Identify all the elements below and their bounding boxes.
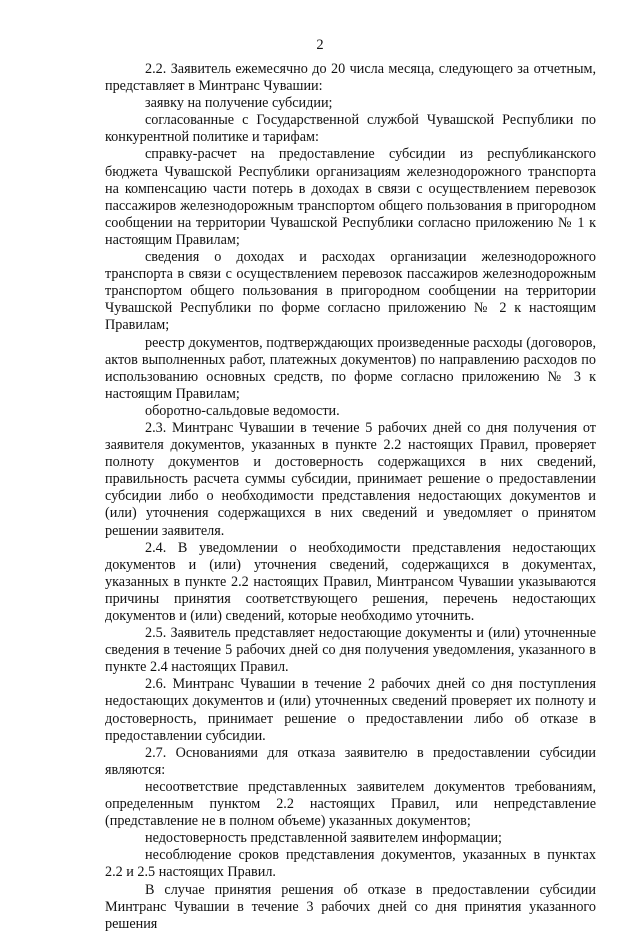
refusal-reason-noncompliance: несоответствие представленных заявителем документов требованиям, определенным пунктом 2.2 настоящих Правил, или непредставление (представление не в полном объеме) указанных документов; <box>105 778 596 830</box>
document-body <box>105 61 596 933</box>
refusal-reason-deadlines: несоблюдение сроков представления документов, указанных в пунктах 2.2 и 2.5 настоящих Правил. <box>105 847 596 881</box>
paragraph-2-7: 2.7. Основаниями для отказа заявителю в предоставлении субсидии являются: <box>105 744 596 778</box>
paragraph-2-6: 2.6. Минтранс Чувашии в течение 2 рабочих дней со дня поступления недостающих документов и (или) уточненных сведений проверяет их полноту и достоверность, принимает решение о предоставлении либо об отказе в предоставлении субсидии. <box>105 676 596 744</box>
list-item-income-expenses: сведения о доходах и расходах организации железнодорожного транспорта в связи с осуществлением перевозок пассажиров железнодорожным транспортом общего пользования в пригородном сообщении на территории Чувашской Республики по форме согласно приложению № 2 к настоящим Правилам; <box>105 249 596 334</box>
paragraph-2-2: 2.2. Заявитель ежемесячно до 20 числа месяца, следующего за отчетным, представляет в Минтранс Чувашии: <box>105 61 596 95</box>
list-item-documents-register: реестр документов, подтверждающих произведенные расходы (договоров, актов выполненных работ, платежных документов) по направлению расходов по использованию основных средств, по форме согласно приложению № 3 к настоящим Правилам; <box>105 334 596 402</box>
list-item-agreed-documents: согласованные с Государственной службой Чувашской Республики по конкурентной политике и тарифам: <box>105 112 596 146</box>
paragraph-2-4: 2.4. В уведомлении о необходимости представления недостающих документов и (или) уточнения сведений, содержащихся в документах, указанных в пункте 2.2 настоящих Правил, Минтрансом Чувашии указываются причины принятия соответствующего решения, перечень недостающих документов и (или) сведений, которые необходимо уточнить. <box>105 539 596 624</box>
refusal-reason-inaccuracy: недостоверность представленной заявителем информации; <box>145 830 502 847</box>
list-item-calculation-certificate: справку-расчет на предоставление субсидии из республиканского бюджета Чувашской Республики организациям железнодорожного транспорта на компенсацию части потерь в доходах в связи с осуществлением перевозок пассажиров железнодорожным транспортом общего пользования в пригородном сообщении на территории Чувашской Республики согласно приложению № 1 к настоящим Правилам; <box>105 146 596 248</box>
paragraph-2-5: 2.5. Заявитель представляет недостающие документы и (или) уточненные сведения в течение 5 рабочих дней со дня получения уведомления, указанного в пункте 2.4 настоящих Правил. <box>105 625 596 676</box>
list-item-application: заявку на получение субсидии; <box>145 95 333 112</box>
list-item-trial-balance: оборотно-сальдовые ведомости. <box>145 402 340 419</box>
paragraph-refusal-decision: В случае принятия решения об отказе в предоставлении субсидии Минтранс Чувашии в течение 3 рабочих дней со дня принятия указанного решения <box>105 881 596 932</box>
page-number: 2 <box>316 37 324 53</box>
paragraph-2-3: 2.3. Минтранс Чувашии в течение 5 рабочих дней со дня получения от заявителя документов, указанных в пункте 2.2 настоящих Правил, проверяет полноту документов и достоверность содержащихся в них сведений, правильность расчета суммы субсидии, принимает решение о предоставлении субсидии либо о необходимости представления недостающих документов и (или) уточнения содержащихся в них сведений и уведомляет о принятом решении заявителя. <box>105 419 596 539</box>
